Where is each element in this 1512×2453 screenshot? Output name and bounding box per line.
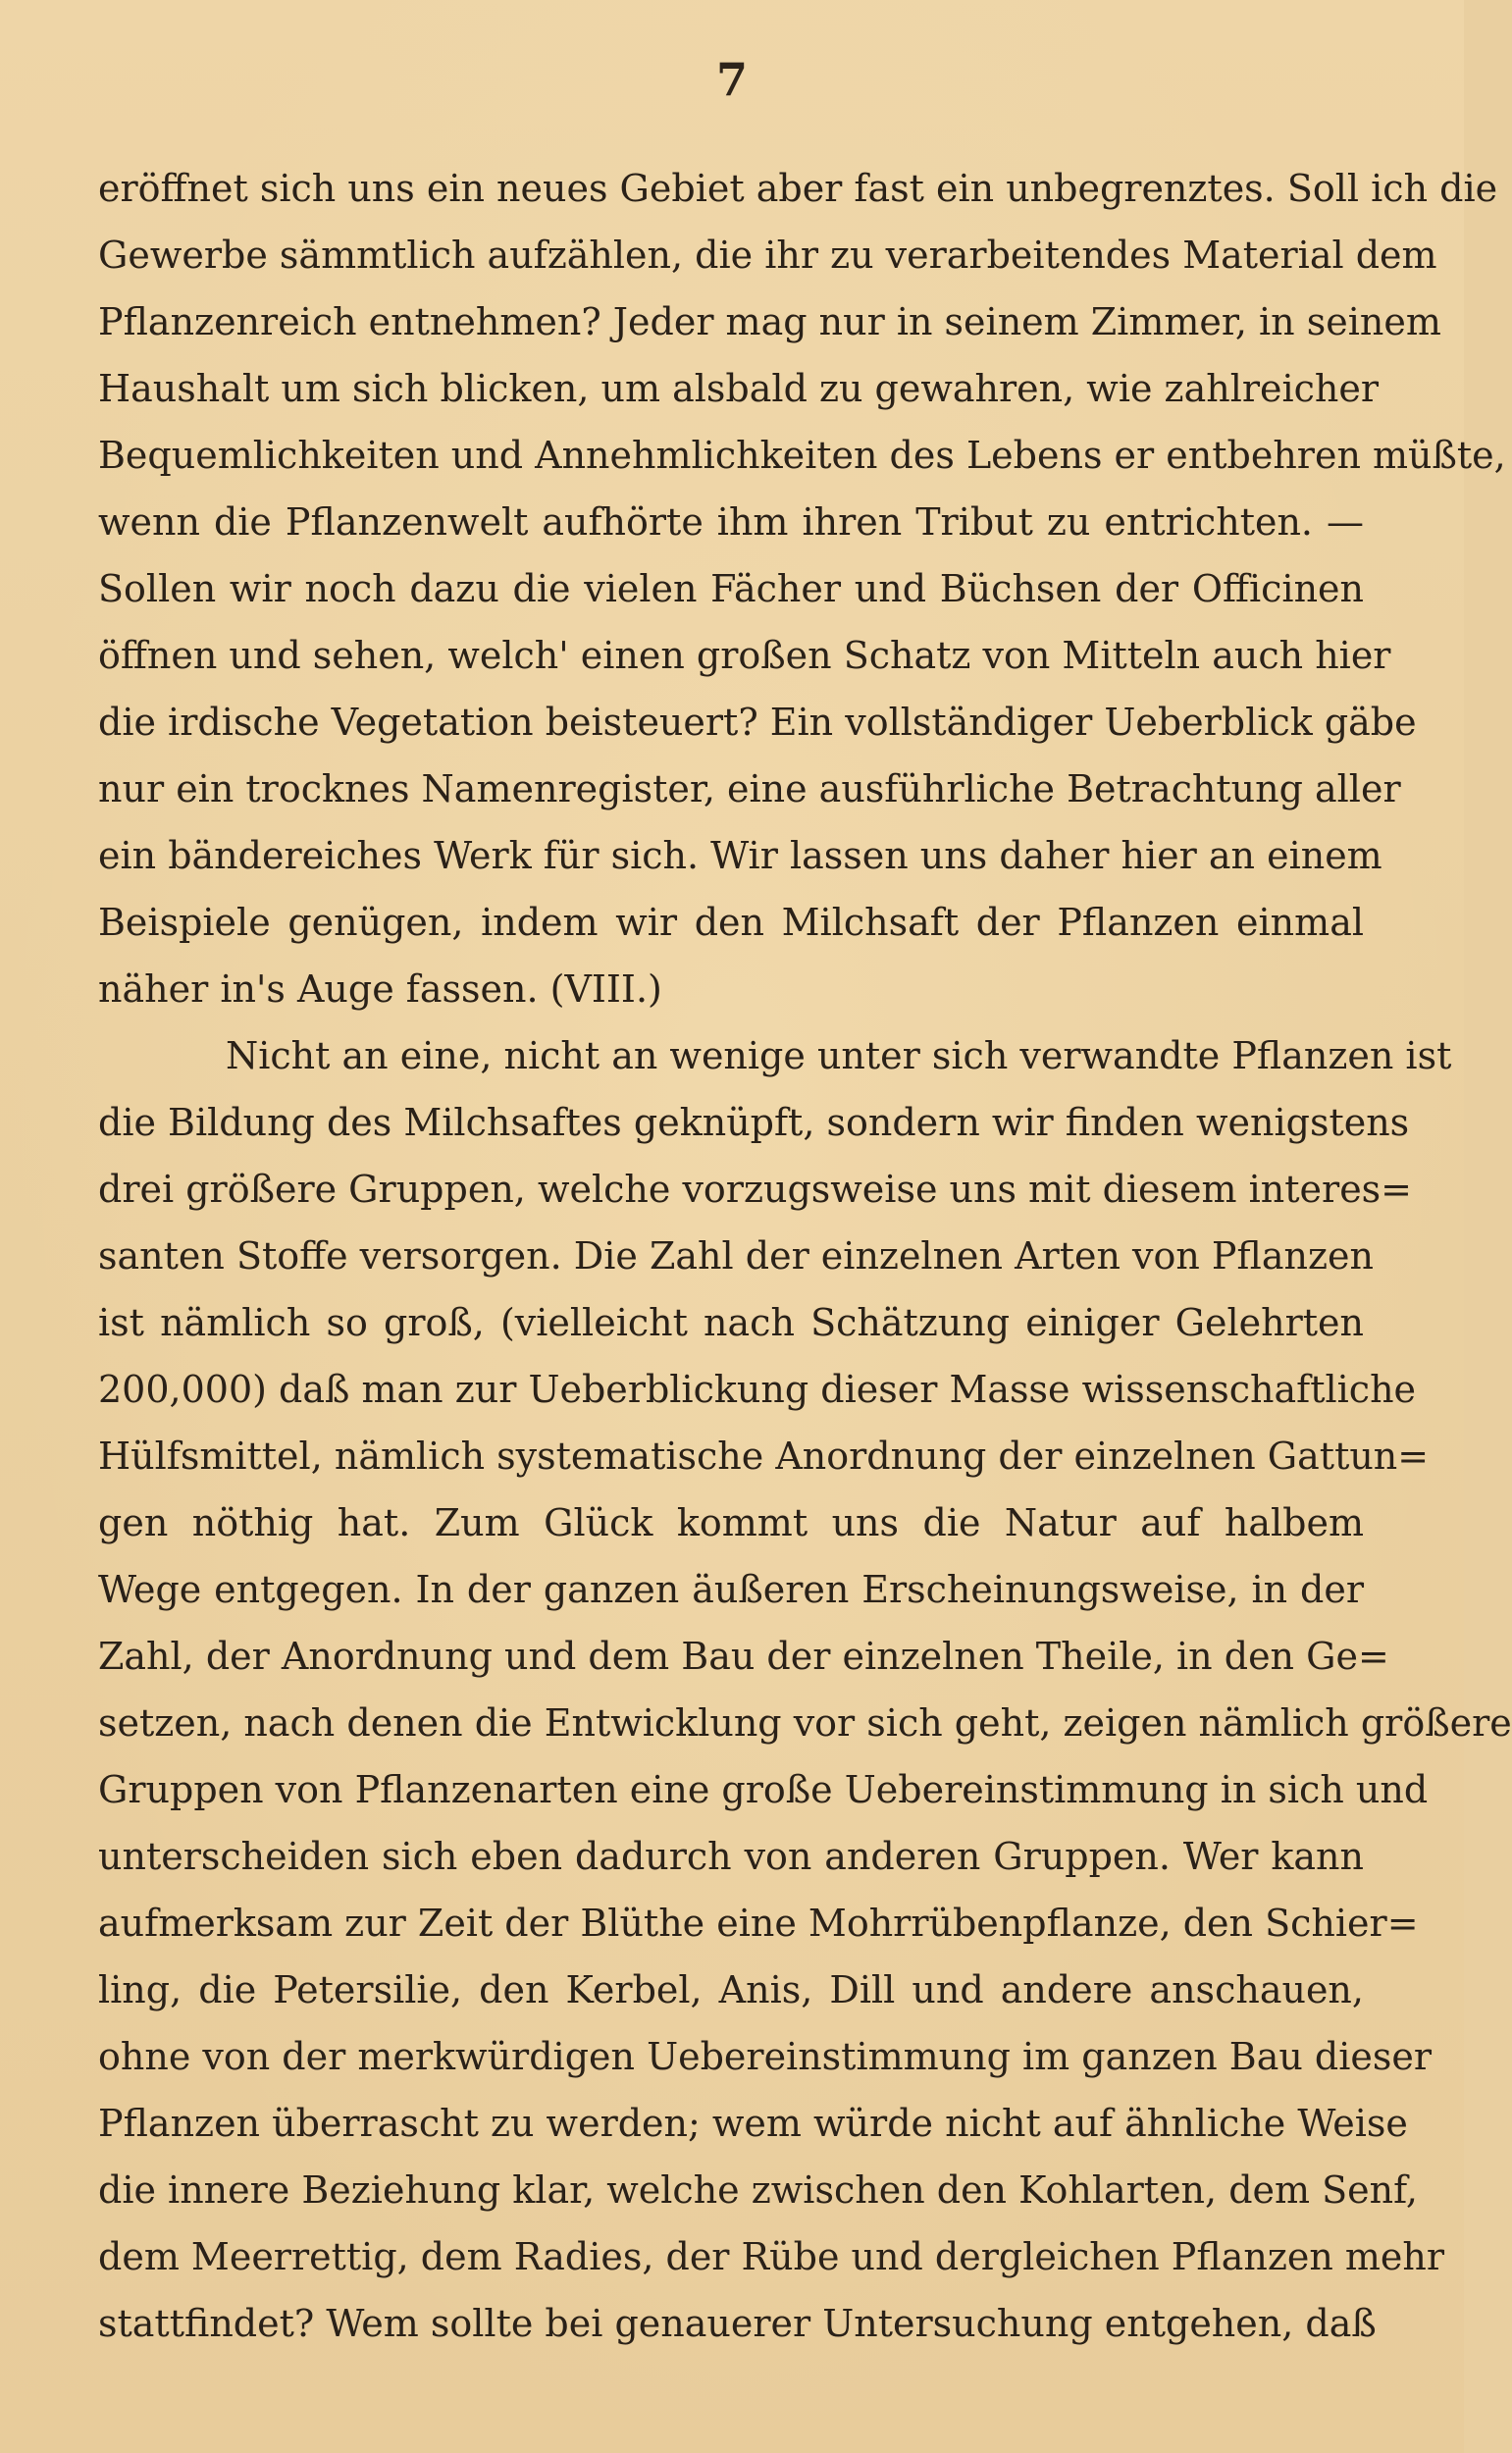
text-line: Zahl, der Anordnung und dem Bau der einzelnen Theile, in den Ge= [98,1635,1389,1678]
text-line: stattfindet? Wem sollte bei genauerer Untersuchung entgehen, daß [98,2302,1377,2345]
text-line: öffnen und sehen, welch' einen großen Schatz von Mitteln auch hier [98,634,1391,677]
paragraph-start-line: Nicht an eine, nicht an wenige unter sich verwandte Pflanzen ist [226,1034,1452,1077]
text-line: aufmerksam zur Zeit der Blüthe eine Mohrrübenpflanze, den Schier= [98,1902,1419,1945]
text-line: ling, die Petersilie, den Kerbel, Anis, Dill und andere anschauen, [98,1968,1364,2011]
text-line: ohne von der merkwürdigen Uebereinstimmung im ganzen Bau dieser [98,2035,1433,2078]
text-line: die Bildung des Milchsaftes geknüpft, sondern wir finden wenigstens [98,1101,1410,1144]
text-line: santen Stoffe versorgen. Die Zahl der einzelnen Arten von Pflanzen [98,1234,1374,1278]
body-text [98,155,1512,2357]
text-line: eröffnet sich uns ein neues Gebiet aber fast ein unbegrenztes. Soll ich die [98,167,1498,210]
text-line: Pflanzenreich entnehmen? Jeder mag nur in seinem Zimmer, in seinem [98,300,1441,343]
text-line: die irdische Vegetation beisteuert? Ein vollständiger Ueberblick gäbe [98,701,1417,744]
text-line: Gewerbe sämmtlich aufzählen, die ihr zu verarbeitendes Material dem [98,234,1437,277]
text-line: ein bändereiches Werk für sich. Wir lassen uns daher hier an einem [98,834,1382,877]
text-line: Hülfsmittel, nämlich systematische Anordnung der einzelnen Gattun= [98,1435,1430,1478]
text-line: 200,000) daß man zur Ueberblickung dieser Masse wissenschaftliche [98,1368,1417,1411]
text-line: gen nöthig hat. Zum Glück kommt uns die Natur auf halbem [98,1501,1364,1544]
text-line: unterscheiden sich eben dadurch von anderen Gruppen. Wer kann [98,1835,1364,1878]
text-line: Beispiele genügen, indem wir den Milchsaft der Pflanzen einmal [98,901,1364,944]
text-line: dem Meerrettig, dem Radies, der Rübe und dergleichen Pflanzen mehr [98,2235,1445,2278]
text-line: setzen, nach denen die Entwicklung vor sich geht, zeigen nämlich größere [98,1701,1512,1745]
page-number: 7 [715,53,748,106]
text-line: wenn die Pflanzenwelt aufhörte ihm ihren Tribut zu entrichten. — [98,500,1364,544]
text-line: Bequemlichkeiten und Annehmlichkeiten des Lebens er entbehren müßte, [98,434,1506,477]
text-line: Wege entgegen. In der ganzen äußeren Erscheinungsweise, in der [98,1568,1364,1611]
text-line: Pflanzen überrascht zu werden; wem würde nicht auf ähnliche Weise [98,2102,1408,2145]
text-line: Haushalt um sich blicken, um alsbald zu gewahren, wie zahlreicher [98,367,1380,410]
text-line: Sollen wir noch dazu die vielen Fächer und Büchsen der Officinen [98,567,1364,610]
text-line: ist nämlich so groß, (vielleicht nach Schätzung einiger Gelehrten [98,1301,1364,1344]
text-line: drei größere Gruppen, welche vorzugsweise uns mit diesem interes= [98,1168,1413,1211]
text-line: nur ein trocknes Namenregister, eine ausführliche Betrachtung aller [98,767,1401,810]
text-line: Gruppen von Pflanzenarten eine große Uebereinstimmung in sich und [98,1768,1429,1811]
text-line: die innere Beziehung klar, welche zwischen den Kohlarten, dem Senf, [98,2168,1418,2212]
paragraph-end-line: näher in's Auge fassen. (VIII.) [98,967,662,1011]
